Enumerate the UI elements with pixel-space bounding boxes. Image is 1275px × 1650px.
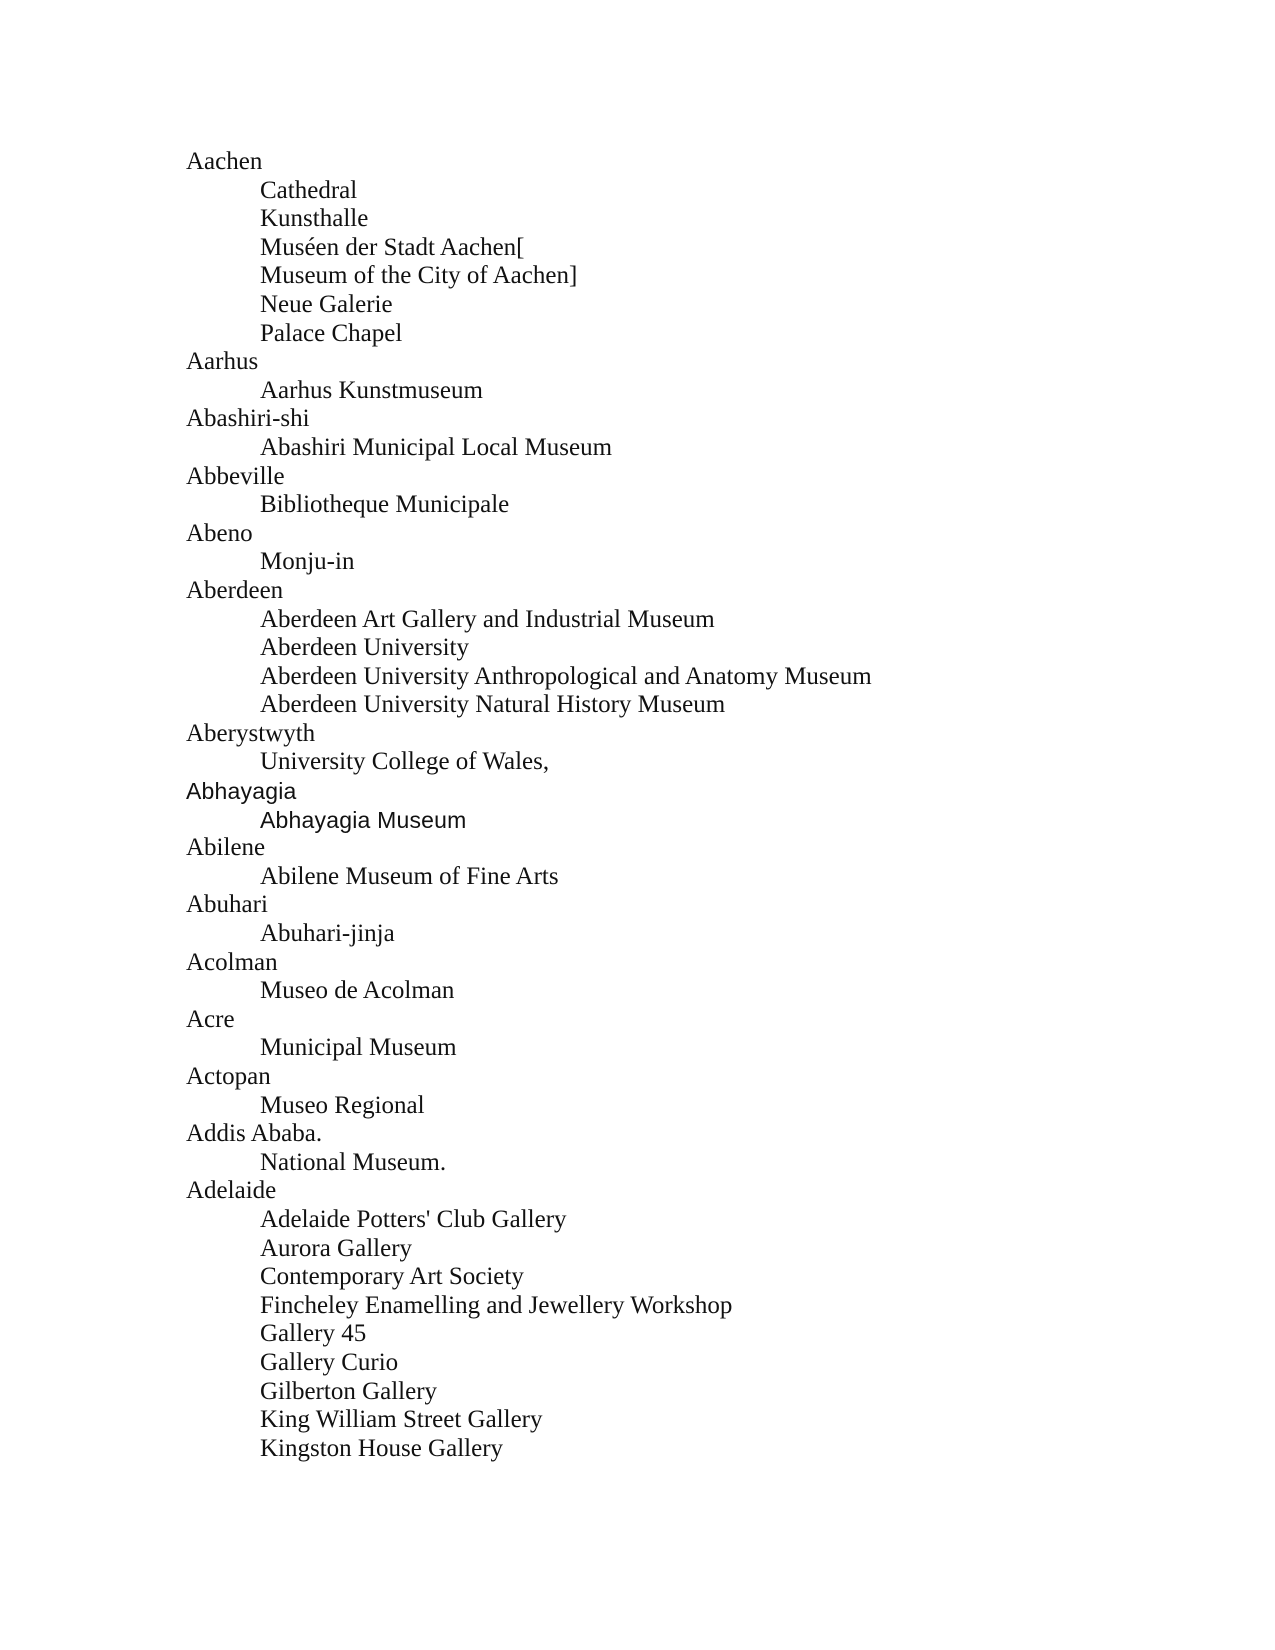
city-entry	[186, 1120, 872, 1177]
institution-name: Gilberton Gallery	[260, 1377, 438, 1405]
institution-name: Neue Galerie	[260, 290, 393, 318]
city-name: Aberystwyth	[186, 719, 316, 747]
institution-name: Monju-in	[260, 548, 355, 576]
institution-list	[186, 977, 872, 1006]
institution-name: Aarhus Kunstmuseum	[260, 376, 483, 404]
institution-name: Gallery 45	[260, 1320, 367, 1348]
city-name: Abbeville	[186, 462, 285, 490]
city-name: Abhayagia	[186, 778, 297, 805]
city-entry	[186, 834, 872, 891]
institution-list	[186, 748, 872, 777]
institution-name: Abilene Museum of Fine Arts	[260, 862, 559, 890]
institution-list	[186, 1149, 872, 1178]
city-entry	[186, 949, 872, 1006]
city-entry	[186, 463, 872, 520]
institution-name: Museo de Acolman	[260, 977, 455, 1005]
institution-name: Fincheley Enamelling and Jewellery Workshop	[260, 1291, 733, 1319]
city-name: Abilene	[186, 834, 266, 862]
institution-list	[186, 548, 872, 577]
city-entry	[186, 405, 872, 462]
institution-name: Aberdeen University Natural History Museum	[260, 691, 726, 719]
institution-list	[186, 806, 872, 835]
institution-name: Kingston House Gallery	[260, 1434, 504, 1462]
city-entry	[186, 520, 872, 577]
city-name: Abashiri-shi	[186, 405, 310, 433]
institution-name: Adelaide Potters' Club Gallery	[260, 1205, 567, 1233]
institution-name: Aberdeen University Anthropological and Anatomy Museum	[260, 662, 872, 690]
institution-name: Gallery Curio	[260, 1348, 399, 1376]
city-entry	[186, 1006, 872, 1063]
city-name: Abeno	[186, 519, 253, 547]
city-entry	[186, 348, 872, 405]
institution-list	[186, 177, 872, 349]
institution-list	[186, 920, 872, 949]
city-entry	[186, 1063, 872, 1120]
institution-name: Abashiri Municipal Local Museum	[260, 433, 613, 461]
institution-list	[186, 1034, 872, 1063]
institution-name: Palace Chapel	[260, 319, 403, 347]
institution-list	[186, 606, 872, 720]
institution-name: Museo Regional	[260, 1091, 425, 1119]
city-name: Abuhari	[186, 891, 268, 919]
institution-name: Museum of the City of Aachen]	[260, 262, 578, 290]
city-name: Actopan	[186, 1063, 271, 1090]
institution-name: Abhayagia Museum	[260, 806, 467, 833]
institution-name: Aurora Gallery	[260, 1234, 413, 1262]
city-name: Aachen	[186, 148, 263, 175]
city-name: Acolman	[186, 948, 278, 976]
city-name: Addis Ababa.	[186, 1120, 323, 1148]
city-entry	[186, 577, 872, 720]
institution-list	[186, 863, 872, 892]
institution-name: Aberdeen Art Gallery and Industrial Museum	[260, 605, 715, 633]
city-entry	[186, 720, 872, 777]
institution-list	[186, 377, 872, 406]
institution-name: Municipal Museum	[260, 1034, 457, 1062]
institution-name: Abuhari-jinja	[260, 920, 395, 948]
institution-name: National Museum.	[260, 1148, 447, 1176]
institution-name: Aberdeen University	[260, 634, 469, 662]
institution-list	[186, 491, 872, 520]
city-entry	[186, 148, 872, 348]
city-name: Aarhus	[186, 348, 259, 376]
institution-name: Contemporary Art Society	[260, 1263, 524, 1291]
institution-name: Kunsthalle	[260, 205, 369, 233]
city-entry	[186, 891, 872, 948]
city-institution-index	[186, 148, 872, 1463]
institution-list	[186, 434, 872, 463]
institution-name: University College of Wales,	[260, 748, 550, 776]
city-name: Adelaide	[186, 1177, 277, 1205]
institution-name: Cathedral	[260, 176, 358, 204]
institution-list	[186, 1206, 872, 1463]
city-entry	[186, 1177, 872, 1463]
city-name: Aberdeen	[186, 576, 284, 604]
institution-list	[186, 1092, 872, 1121]
city-name: Acre	[186, 1005, 235, 1033]
institution-name: Muséen der Stadt Aachen[	[260, 233, 525, 261]
institution-name: King William Street Gallery	[260, 1406, 543, 1434]
city-entry	[186, 777, 872, 834]
institution-name: Bibliotheque Municipale	[260, 491, 510, 519]
